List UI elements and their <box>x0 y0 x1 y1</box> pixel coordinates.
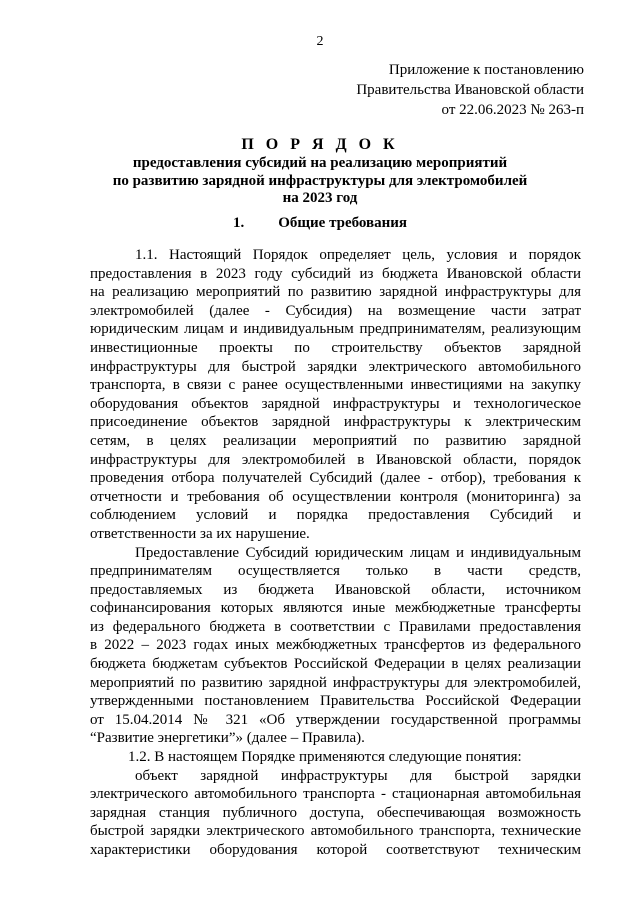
appendix-line: Приложение к постановлению <box>388 62 584 78</box>
body-line: транспорта, в связи с ранее осуществленными инвестициями на закупку <box>90 377 581 394</box>
appendix-line: от 22.06.2023 № 263-п <box>441 102 584 118</box>
body-line: инфраструктуры для быстрой зарядки электрического автомобильного <box>90 358 581 375</box>
body-line: Предоставление Субсидий юридическим лицам и индивидуальным <box>135 544 581 561</box>
body-line: оборудования объектов зарядной инфраструктуры и технологическое <box>90 395 581 412</box>
body-line: мероприятий по развитию зарядной инфраструктуры для электромобилей, <box>90 674 581 691</box>
body-line: предпринимателям осуществляется только в части средств, <box>90 563 581 580</box>
body-line: характеристики оборудования которой соответствуют техническим <box>90 842 581 858</box>
body-line: отчетности и требования об осуществлении контроля (мониторинга) за <box>90 488 581 505</box>
section-number: 1. <box>232 215 245 231</box>
body-line: 1.1. Настоящий Порядок определяет цель, условия и порядок <box>135 247 581 263</box>
body-line: инвестиционные проекты по строительству объектов зарядной <box>90 339 581 356</box>
body-line: присоединение объектов зарядной инфраструктуры к электрическим <box>90 414 581 431</box>
title-line: по развитию зарядной инфраструктуры для электромобилей <box>112 172 528 189</box>
section-title: Общие требования <box>278 215 408 231</box>
body-line: софинансирования которых являются иные межбюджетные трансферты <box>90 600 581 617</box>
body-line: предоставления в 2023 году субсидий из бюджета Ивановской области <box>90 265 581 282</box>
body-line: в 2022 – 2023 годах иных межбюджетных трансфертов из федерального <box>90 637 581 654</box>
body-line: проведения отбора получателей Субсидий (далее - отбор), требования к <box>90 470 581 487</box>
page-number: 2 <box>316 34 324 49</box>
body-line: электрического автомобильного транспорта - стационарная автомобильная <box>90 786 581 803</box>
body-line: быстрой зарядки электрического автомобильного транспорта, технические <box>90 823 581 840</box>
document-title <box>60 135 580 208</box>
body-line: “Развитие энергетики”» (далее – Правила). <box>90 730 365 747</box>
body-line: сетям, в целях реализации мероприятий по развитию зарядной <box>90 432 581 449</box>
appendix-line: Правительства Ивановской области <box>356 82 584 98</box>
title-line: предоставления субсидий на реализацию мероприятий <box>132 155 508 171</box>
body-text <box>90 246 581 860</box>
body-line: 1.2. В настоящем Порядке применяются следующие понятия: <box>128 749 522 766</box>
body-line: утвержденными постановлением Правительства Российской Федерации <box>90 693 581 710</box>
body-line: электромобилей (далее - Субсидия) на возмещение части затрат <box>90 302 581 319</box>
title-line: на 2023 год <box>282 190 358 206</box>
body-line: юридическим лицам и индивидуальным предпринимателям, реализующим <box>90 321 581 338</box>
body-line: из федерального бюджета в соответствии с Правилами предоставления <box>90 618 581 635</box>
title-word: П О Р Я Д О К <box>241 136 399 153</box>
body-line: ответственности за их нарушение. <box>90 525 310 542</box>
appendix-header <box>356 60 584 120</box>
body-line: на реализацию мероприятий по развитию зарядной инфраструктуры для <box>90 284 581 301</box>
body-line: предоставляемых из бюджета Ивановской области, источником <box>90 581 581 598</box>
body-line: зарядная станция публичного доступа, обеспечивающая возможность <box>90 804 581 821</box>
body-line: объект зарядной инфраструктуры для быстрой зарядки <box>135 767 581 784</box>
body-line: соблюдением условий и порядка предоставления Субсидий и <box>90 507 581 524</box>
body-line: инфраструктуры для электромобилей в Ивановской области, порядок <box>90 451 581 468</box>
body-line: от 15.04.2014 № 321 «Об утверждении государственной программы <box>90 711 581 728</box>
body-line: бюджета бюджетам субъектов Российской Федерации в целях реализации <box>90 656 581 673</box>
section-heading <box>60 214 580 232</box>
